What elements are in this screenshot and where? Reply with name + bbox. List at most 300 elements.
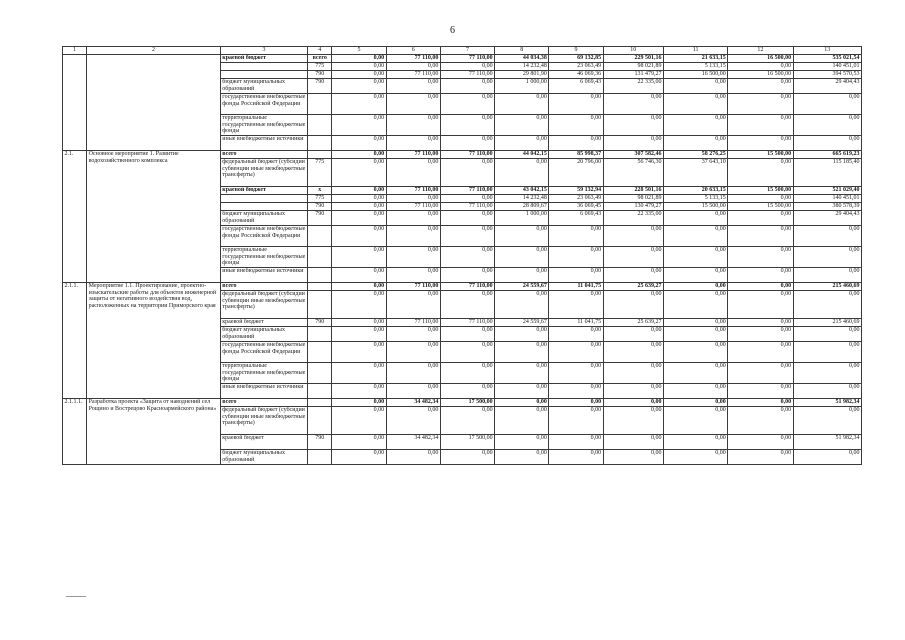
amount-cell: 0,00 bbox=[440, 211, 494, 226]
amount-cell: 0,00 bbox=[793, 291, 861, 319]
amount-cell: 0,00 bbox=[386, 226, 440, 247]
amount-cell: 77 110,00 bbox=[386, 203, 440, 211]
amount-cell: 0,00 bbox=[603, 399, 663, 407]
amount-cell: 36 069,45 bbox=[549, 203, 603, 211]
amount-cell: 24 559,67 bbox=[495, 319, 549, 327]
amount-cell: 0,00 bbox=[728, 94, 793, 115]
budget-code bbox=[308, 407, 332, 435]
amount-cell: 0,00 bbox=[440, 115, 494, 136]
amount-cell: 0,00 bbox=[440, 384, 494, 399]
table-row bbox=[63, 151, 862, 159]
amount-cell: 0,00 bbox=[495, 342, 549, 363]
amount-cell: 0,00 bbox=[495, 327, 549, 342]
amount-cell: 0,00 bbox=[332, 435, 386, 450]
amount-cell: 25 639,27 bbox=[603, 319, 663, 327]
amount-cell: 0,00 bbox=[440, 94, 494, 115]
header-cell: 5 bbox=[332, 47, 386, 55]
amount-cell: 44 034,38 bbox=[495, 55, 549, 63]
budget-code: 775 bbox=[308, 159, 332, 187]
amount-cell: 34 482,34 bbox=[386, 399, 440, 407]
amount-cell: 0,00 bbox=[495, 115, 549, 136]
header-row bbox=[63, 47, 862, 55]
amount-cell: 51 982,34 bbox=[793, 399, 861, 407]
amount-cell: 0,00 bbox=[793, 450, 861, 465]
amount-cell: 29 801,90 bbox=[495, 71, 549, 79]
amount-cell: 0,00 bbox=[386, 94, 440, 115]
amount-cell: 0,00 bbox=[332, 363, 386, 384]
amount-cell: 0,00 bbox=[728, 283, 793, 291]
amount-cell: 0,00 bbox=[332, 151, 386, 159]
funding-source: краевой бюджет bbox=[220, 319, 307, 327]
amount-cell: 0,00 bbox=[728, 195, 793, 203]
budget-code: 790 bbox=[308, 203, 332, 211]
funding-source: всего bbox=[220, 399, 307, 407]
funding-source: государственные внебюджетные фонды Российской Федерации bbox=[220, 226, 307, 247]
amount-cell: 0,00 bbox=[386, 195, 440, 203]
amount-cell: 0,00 bbox=[663, 342, 727, 363]
budget-code bbox=[308, 450, 332, 465]
amount-cell: 0,00 bbox=[332, 71, 386, 79]
amount-cell: 0,00 bbox=[549, 226, 603, 247]
amount-cell: 0,00 bbox=[332, 203, 386, 211]
amount-cell: 77 110,00 bbox=[440, 319, 494, 327]
budget-code bbox=[308, 342, 332, 363]
activity-name: Основное мероприятие 1. Развитие водохозяйственного комплекса bbox=[87, 151, 221, 283]
amount-cell: 0,00 bbox=[440, 79, 494, 94]
amount-cell: 77 110,00 bbox=[386, 151, 440, 159]
amount-cell: 0,00 bbox=[728, 342, 793, 363]
amount-cell: 0,00 bbox=[549, 399, 603, 407]
amount-cell: 34 482,34 bbox=[386, 435, 440, 450]
header-cell: 4 bbox=[308, 47, 332, 55]
amount-cell: 0,00 bbox=[332, 342, 386, 363]
amount-cell: 0,00 bbox=[793, 407, 861, 435]
budget-code bbox=[308, 327, 332, 342]
amount-cell: 0,00 bbox=[386, 407, 440, 435]
amount-cell: 115 185,40 bbox=[793, 159, 861, 187]
amount-cell: 0,00 bbox=[603, 435, 663, 450]
amount-cell: 0,00 bbox=[440, 136, 494, 151]
amount-cell: 0,00 bbox=[386, 136, 440, 151]
amount-cell: 0,00 bbox=[549, 115, 603, 136]
amount-cell: 77 110,00 bbox=[440, 55, 494, 63]
activity-name: Мероприятие 1.1. Проектирование, проектно-изыскательские работы для объектов инженерной защиты от негативного воздействия вод, расположенных на территории Приморского края bbox=[87, 283, 221, 399]
budget-code bbox=[308, 151, 332, 159]
amount-cell: 0,00 bbox=[386, 268, 440, 283]
amount-cell: 77 110,00 bbox=[440, 203, 494, 211]
amount-cell: 14 232,48 bbox=[495, 63, 549, 71]
amount-cell: 0,00 bbox=[549, 450, 603, 465]
amount-cell: 0,00 bbox=[663, 247, 727, 268]
amount-cell: 0,00 bbox=[603, 327, 663, 342]
amount-cell: 0,00 bbox=[549, 291, 603, 319]
amount-cell: 228 501,16 bbox=[603, 187, 663, 195]
amount-cell: 0,00 bbox=[332, 319, 386, 327]
budget-code: 790 bbox=[308, 319, 332, 327]
funding-source: бюджет муниципальных образований bbox=[220, 79, 307, 94]
amount-cell: 0,00 bbox=[549, 94, 603, 115]
amount-cell: 215 460,69 bbox=[793, 319, 861, 327]
budget-code: всего bbox=[308, 55, 332, 63]
amount-cell: 0,00 bbox=[728, 407, 793, 435]
amount-cell: 0,00 bbox=[663, 211, 727, 226]
amount-cell: 0,00 bbox=[332, 195, 386, 203]
table-row bbox=[63, 399, 862, 407]
amount-cell: 77 110,00 bbox=[440, 187, 494, 195]
header-cell: 9 bbox=[549, 47, 603, 55]
amount-cell: 0,00 bbox=[549, 327, 603, 342]
amount-cell: 131 479,27 bbox=[603, 71, 663, 79]
amount-cell: 0,00 bbox=[386, 211, 440, 226]
amount-cell: 0,00 bbox=[663, 136, 727, 151]
amount-cell: 0,00 bbox=[386, 159, 440, 187]
amount-cell: 0,00 bbox=[728, 291, 793, 319]
amount-cell: 0,00 bbox=[793, 363, 861, 384]
amount-cell: 215 460,69 bbox=[793, 283, 861, 291]
amount-cell: 0,00 bbox=[793, 115, 861, 136]
amount-cell: 0,00 bbox=[603, 247, 663, 268]
funding-source: краевой бюджет bbox=[220, 55, 307, 63]
funding-source: краевой бюджет bbox=[220, 187, 307, 195]
amount-cell: 0,00 bbox=[495, 407, 549, 435]
funding-source: территориальные государственные внебюджетные фонды bbox=[220, 115, 307, 136]
amount-cell: 0,00 bbox=[603, 136, 663, 151]
amount-cell: 69 132,85 bbox=[549, 55, 603, 63]
funding-source: всего bbox=[220, 283, 307, 291]
header-cell: 6 bbox=[386, 47, 440, 55]
funding-source: иные внебюджетные источники bbox=[220, 384, 307, 399]
amount-cell: 37 643,10 bbox=[663, 159, 727, 187]
amount-cell: 521 029,40 bbox=[793, 187, 861, 195]
amount-cell: 85 998,37 bbox=[549, 151, 603, 159]
activity-name: Разработка проекта «Защита от наводнений сел Рощино и Вострецово Красноармейского района» bbox=[87, 399, 221, 465]
amount-cell: 22 335,00 bbox=[603, 79, 663, 94]
amount-cell: 0,00 bbox=[495, 226, 549, 247]
amount-cell: 0,00 bbox=[386, 342, 440, 363]
amount-cell: 0,00 bbox=[332, 79, 386, 94]
funding-source: всего bbox=[220, 151, 307, 159]
budget-code: 790 bbox=[308, 71, 332, 79]
budget-code: 790 bbox=[308, 79, 332, 94]
amount-cell: 6 069,43 bbox=[549, 79, 603, 94]
budget-code: 790 bbox=[308, 435, 332, 450]
amount-cell: 665 619,23 bbox=[793, 151, 861, 159]
amount-cell: 0,00 bbox=[495, 450, 549, 465]
table-row bbox=[63, 55, 862, 63]
amount-cell: 0,00 bbox=[386, 79, 440, 94]
amount-cell: 394 570,53 bbox=[793, 71, 861, 79]
amount-cell: 0,00 bbox=[728, 115, 793, 136]
amount-cell: 0,00 bbox=[728, 79, 793, 94]
budget-code bbox=[308, 363, 332, 384]
header-cell: 10 bbox=[603, 47, 663, 55]
amount-cell: 5 133,15 bbox=[663, 63, 727, 71]
amount-cell: 0,00 bbox=[440, 407, 494, 435]
budget-code: 775 bbox=[308, 195, 332, 203]
header-cell: 2 bbox=[87, 47, 221, 55]
amount-cell: 77 110,00 bbox=[440, 283, 494, 291]
amount-cell: 0,00 bbox=[386, 384, 440, 399]
amount-cell: 20 633,15 bbox=[663, 187, 727, 195]
amount-cell: 0,00 bbox=[728, 450, 793, 465]
amount-cell: 0,00 bbox=[793, 327, 861, 342]
budget-code bbox=[308, 399, 332, 407]
amount-cell: 0,00 bbox=[728, 211, 793, 226]
amount-cell: 77 110,00 bbox=[386, 55, 440, 63]
amount-cell: 0,00 bbox=[793, 136, 861, 151]
amount-cell: 0,00 bbox=[332, 399, 386, 407]
amount-cell: 77 110,00 bbox=[386, 187, 440, 195]
amount-cell: 0,00 bbox=[793, 384, 861, 399]
budget-code bbox=[308, 384, 332, 399]
amount-cell: 0,00 bbox=[663, 94, 727, 115]
amount-cell: 16 500,00 bbox=[728, 55, 793, 63]
amount-cell: 0,00 bbox=[603, 450, 663, 465]
amount-cell: 51 982,34 bbox=[793, 435, 861, 450]
amount-cell: 0,00 bbox=[495, 363, 549, 384]
amount-cell: 15 500,00 bbox=[728, 151, 793, 159]
amount-cell: 0,00 bbox=[728, 399, 793, 407]
amount-cell: 1 000,00 bbox=[495, 211, 549, 226]
amount-cell: 77 110,00 bbox=[386, 319, 440, 327]
amount-cell: 0,00 bbox=[495, 247, 549, 268]
amount-cell: 0,00 bbox=[603, 291, 663, 319]
amount-cell: 0,00 bbox=[495, 399, 549, 407]
amount-cell: 0,00 bbox=[332, 384, 386, 399]
amount-cell: 25 639,27 bbox=[603, 283, 663, 291]
amount-cell: 0,00 bbox=[440, 247, 494, 268]
budget-code bbox=[308, 291, 332, 319]
funding-source: бюджет муниципальных образований bbox=[220, 327, 307, 342]
amount-cell: 0,00 bbox=[332, 187, 386, 195]
budget-code bbox=[308, 247, 332, 268]
header-cell: 8 bbox=[495, 47, 549, 55]
amount-cell: 0,00 bbox=[332, 268, 386, 283]
amount-cell: 0,00 bbox=[332, 226, 386, 247]
amount-cell: 46 069,36 bbox=[549, 71, 603, 79]
amount-cell: 0,00 bbox=[663, 435, 727, 450]
amount-cell: 0,00 bbox=[603, 342, 663, 363]
amount-cell: 0,00 bbox=[663, 399, 727, 407]
header-cell: 1 bbox=[63, 47, 87, 55]
funding-source bbox=[220, 203, 307, 211]
amount-cell: 0,00 bbox=[332, 94, 386, 115]
funding-source: территориальные государственные внебюджетные фонды bbox=[220, 363, 307, 384]
funding-source: государственные внебюджетные фонды Российской Федерации bbox=[220, 94, 307, 115]
amount-cell: 0,00 bbox=[332, 63, 386, 71]
amount-cell: 0,00 bbox=[495, 291, 549, 319]
funding-source: бюджет муниципальных образований bbox=[220, 211, 307, 226]
amount-cell: 58 276,25 bbox=[663, 151, 727, 159]
amount-cell: 20 796,00 bbox=[549, 159, 603, 187]
amount-cell: 15 500,00 bbox=[728, 187, 793, 195]
amount-cell: 0,00 bbox=[440, 195, 494, 203]
amount-cell: 0,00 bbox=[728, 327, 793, 342]
header-cell: 3 bbox=[220, 47, 307, 55]
amount-cell: 0,00 bbox=[332, 247, 386, 268]
budget-code: 775 bbox=[308, 63, 332, 71]
budget-code bbox=[308, 94, 332, 115]
amount-cell: 0,00 bbox=[332, 291, 386, 319]
amount-cell: 43 042,15 bbox=[495, 187, 549, 195]
row-number: 2.1.1.1. bbox=[63, 399, 87, 465]
amount-cell: 0,00 bbox=[663, 319, 727, 327]
amount-cell: 0,00 bbox=[728, 363, 793, 384]
funding-source bbox=[220, 71, 307, 79]
header-cell: 11 bbox=[663, 47, 727, 55]
budget-code: 790 bbox=[308, 211, 332, 226]
amount-cell: 0,00 bbox=[332, 450, 386, 465]
amount-cell: 0,00 bbox=[332, 159, 386, 187]
amount-cell: 0,00 bbox=[332, 283, 386, 291]
amount-cell: 0,00 bbox=[603, 407, 663, 435]
funding-source: иные внебюджетные источники bbox=[220, 136, 307, 151]
footer-mark bbox=[66, 596, 86, 597]
activity-name bbox=[87, 55, 221, 151]
amount-cell: 0,00 bbox=[332, 115, 386, 136]
amount-cell: 0,00 bbox=[728, 435, 793, 450]
amount-cell: 21 633,15 bbox=[663, 55, 727, 63]
amount-cell: 0,00 bbox=[440, 342, 494, 363]
amount-cell: 0,00 bbox=[728, 136, 793, 151]
amount-cell: 0,00 bbox=[495, 136, 549, 151]
amount-cell: 0,00 bbox=[793, 94, 861, 115]
amount-cell: 98 021,89 bbox=[603, 63, 663, 71]
amount-cell: 0,00 bbox=[495, 268, 549, 283]
amount-cell: 77 110,00 bbox=[440, 71, 494, 79]
amount-cell: 0,00 bbox=[549, 136, 603, 151]
amount-cell: 0,00 bbox=[386, 247, 440, 268]
amount-cell: 16 500,00 bbox=[728, 71, 793, 79]
amount-cell: 0,00 bbox=[440, 63, 494, 71]
amount-cell: 0,00 bbox=[663, 327, 727, 342]
budget-code bbox=[308, 226, 332, 247]
amount-cell: 11 041,75 bbox=[549, 319, 603, 327]
page-number: 6 bbox=[450, 25, 455, 36]
amount-cell: 17 500,00 bbox=[440, 399, 494, 407]
amount-cell: 0,00 bbox=[386, 450, 440, 465]
amount-cell: 0,00 bbox=[663, 268, 727, 283]
amount-cell: 0,00 bbox=[663, 291, 727, 319]
amount-cell: 22 335,00 bbox=[603, 211, 663, 226]
amount-cell: 0,00 bbox=[440, 226, 494, 247]
amount-cell: 0,00 bbox=[663, 283, 727, 291]
header-cell: 13 bbox=[793, 47, 861, 55]
header-cell: 12 bbox=[728, 47, 793, 55]
funding-source bbox=[220, 63, 307, 71]
amount-cell: 0,00 bbox=[549, 247, 603, 268]
amount-cell: 6 069,43 bbox=[549, 211, 603, 226]
amount-cell: 0,00 bbox=[663, 450, 727, 465]
amount-cell: 0,00 bbox=[549, 268, 603, 283]
amount-cell: 0,00 bbox=[386, 327, 440, 342]
row-number: 2.1.1. bbox=[63, 283, 87, 399]
funding-source: иные внебюджетные источники bbox=[220, 268, 307, 283]
amount-cell: 130 479,27 bbox=[603, 203, 663, 211]
amount-cell: 0,00 bbox=[793, 247, 861, 268]
amount-cell: 0,00 bbox=[332, 211, 386, 226]
amount-cell: 16 500,00 bbox=[663, 71, 727, 79]
amount-cell: 0,00 bbox=[549, 435, 603, 450]
amount-cell: 535 021,54 bbox=[793, 55, 861, 63]
amount-cell: 0,00 bbox=[495, 435, 549, 450]
amount-cell: 0,00 bbox=[728, 319, 793, 327]
funding-source: бюджет муниципальных образований bbox=[220, 450, 307, 465]
funding-source bbox=[220, 195, 307, 203]
funding-source: территориальные государственные внебюджетные фонды bbox=[220, 247, 307, 268]
amount-cell: 11 041,75 bbox=[549, 283, 603, 291]
budget-code bbox=[308, 283, 332, 291]
amount-cell: 29 404,43 bbox=[793, 211, 861, 226]
amount-cell: 29 404,43 bbox=[793, 79, 861, 94]
amount-cell: 0,00 bbox=[549, 384, 603, 399]
amount-cell: 0,00 bbox=[440, 159, 494, 187]
amount-cell: 0,00 bbox=[495, 94, 549, 115]
amount-cell: 0,00 bbox=[793, 226, 861, 247]
amount-cell: 0,00 bbox=[332, 327, 386, 342]
amount-cell: 77 110,00 bbox=[386, 71, 440, 79]
funding-source: государственные внебюджетные фонды Российской Федерации bbox=[220, 342, 307, 363]
amount-cell: 0,00 bbox=[440, 268, 494, 283]
amount-cell: 0,00 bbox=[386, 291, 440, 319]
amount-cell: 0,00 bbox=[728, 226, 793, 247]
amount-cell: 0,00 bbox=[549, 363, 603, 384]
budget-code: x bbox=[308, 187, 332, 195]
amount-cell: 0,00 bbox=[332, 55, 386, 63]
amount-cell: 23 063,49 bbox=[549, 63, 603, 71]
table-row bbox=[63, 283, 862, 291]
amount-cell: 0,00 bbox=[549, 342, 603, 363]
amount-cell: 0,00 bbox=[663, 115, 727, 136]
budget-code bbox=[308, 115, 332, 136]
amount-cell: 0,00 bbox=[663, 384, 727, 399]
amount-cell: 0,00 bbox=[728, 268, 793, 283]
amount-cell: 0,00 bbox=[728, 384, 793, 399]
amount-cell: 380 578,39 bbox=[793, 203, 861, 211]
amount-cell: 0,00 bbox=[603, 94, 663, 115]
amount-cell: 0,00 bbox=[386, 63, 440, 71]
amount-cell: 140 451,01 bbox=[793, 63, 861, 71]
funding-source: федеральный бюджет (субсидии субвенции иные межбюджетные трансферты) bbox=[220, 291, 307, 319]
amount-cell: 15 500,00 bbox=[663, 203, 727, 211]
amount-cell: 0,00 bbox=[440, 363, 494, 384]
amount-cell: 0,00 bbox=[728, 63, 793, 71]
budget-code bbox=[308, 136, 332, 151]
amount-cell: 28 809,67 bbox=[495, 203, 549, 211]
row-number: 2.1. bbox=[63, 151, 87, 283]
amount-cell: 140 451,01 bbox=[793, 195, 861, 203]
amount-cell: 0,00 bbox=[603, 268, 663, 283]
amount-cell: 24 559,67 bbox=[495, 283, 549, 291]
amount-cell: 5 133,15 bbox=[663, 195, 727, 203]
funding-source: федеральный бюджет (субсидии субвенции иные межбюджетные трансферты) bbox=[220, 159, 307, 187]
amount-cell: 0,00 bbox=[793, 268, 861, 283]
amount-cell: 17 500,00 bbox=[440, 435, 494, 450]
funding-source: краевой бюджет bbox=[220, 435, 307, 450]
amount-cell: 44 042,15 bbox=[495, 151, 549, 159]
amount-cell: 0,00 bbox=[603, 384, 663, 399]
amount-cell: 0,00 bbox=[440, 450, 494, 465]
amount-cell: 15 500,00 bbox=[728, 203, 793, 211]
amount-cell: 0,00 bbox=[663, 363, 727, 384]
amount-cell: 1 000,00 bbox=[495, 79, 549, 94]
amount-cell: 0,00 bbox=[386, 363, 440, 384]
amount-cell: 0,00 bbox=[386, 115, 440, 136]
amount-cell: 59 132,94 bbox=[549, 187, 603, 195]
budget-code bbox=[308, 268, 332, 283]
amount-cell: 0,00 bbox=[663, 79, 727, 94]
amount-cell: 0,00 bbox=[728, 159, 793, 187]
